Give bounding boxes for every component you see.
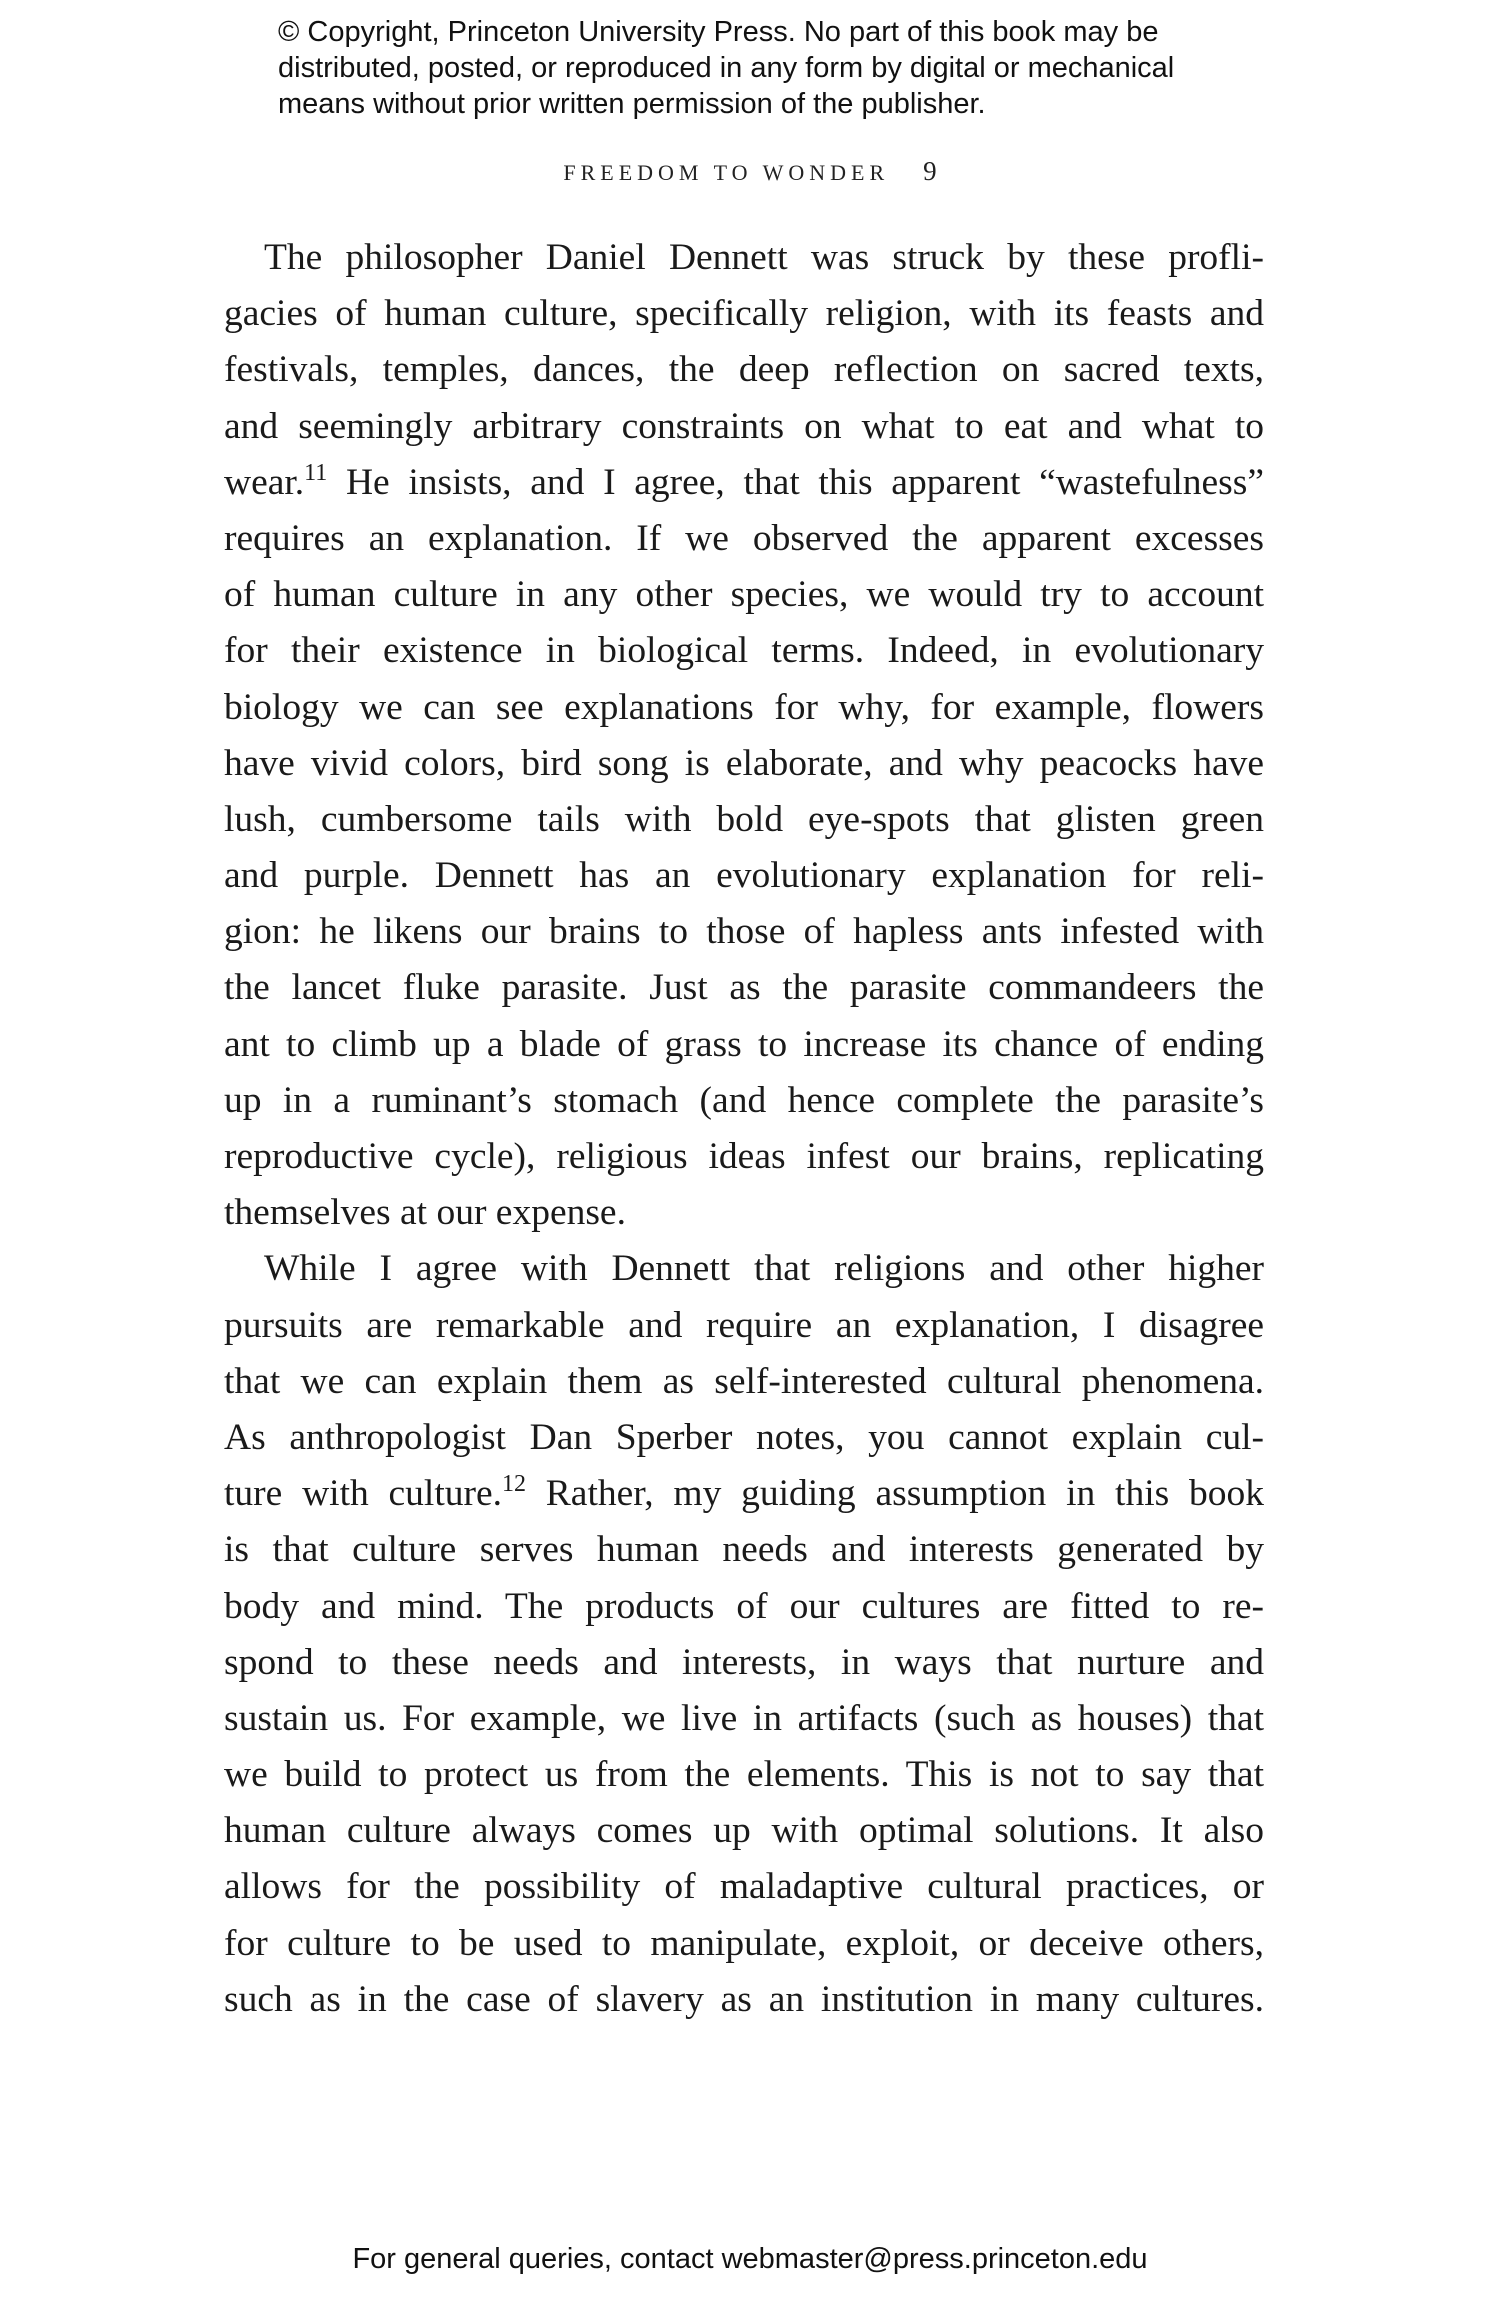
text-line: gion: he likens our brains to those of hapless ants infested with (224, 911, 1264, 953)
chapter-title: FREEDOM TO WONDER (563, 160, 890, 185)
paragraph (224, 1241, 1264, 2028)
text-line: for culture to be used to manipulate, exploit, or deceive others, (224, 1922, 1264, 1964)
body-text (224, 230, 1264, 2028)
text-line: lush, cumbersome tails with bold eye-spots that glisten green (224, 798, 1264, 840)
text-line: pursuits are remarkable and require an explanation, I disagree (224, 1304, 1264, 1346)
footnote-ref[interactable]: 12 (502, 1471, 527, 1498)
text-line: As anthropologist Dan Sperber notes, you cannot explain cul- (224, 1416, 1264, 1458)
text-line: While I agree with Dennett that religions and other higher (264, 1248, 1264, 1290)
text-line: The philosopher Daniel Dennett was struck by these profli- (264, 237, 1264, 278)
footer-contact: For general queries, contact webmaster@press.princeton.edu (352, 2243, 1148, 2275)
text-line: human culture always comes up with optimal solutions. It also (224, 1810, 1264, 1852)
text-line: we build to protect us from the elements. This is not to say that (224, 1754, 1264, 1796)
footnote-ref[interactable]: 11 (304, 459, 328, 486)
text-line: up in a ruminant’s stomach (and hence complete the parasite’s (224, 1079, 1264, 1121)
text-line: requires an explanation. If we observed the apparent excesses (224, 517, 1264, 559)
text-line: of human culture in any other species, we would try to account (224, 574, 1264, 616)
text-line: the lancet fluke parasite. Just as the parasite commandeers the (224, 967, 1264, 1009)
text-run: ture with culture. (224, 1473, 503, 1515)
text-line: body and mind. The products of our cultures are fitted to re- (224, 1585, 1264, 1627)
text-line: biology we can see explanations for why, for example, flowers (224, 686, 1264, 728)
text-line: and purple. Dennett has an evolutionary explanation for reli- (224, 855, 1264, 897)
text-line: reproductive cycle), religious ideas infest our brains, replicating (224, 1136, 1264, 1177)
text-line: for their existence in biological terms. Indeed, in evolutionary (224, 630, 1264, 672)
text-run: Rather, my guiding assumption in this book (526, 1473, 1264, 1515)
text-line: have vivid colors, bird song is elaborate, and why peacocks have (224, 742, 1264, 784)
paragraph (224, 230, 1264, 1241)
text-line: such as in the case of slavery as an institution in many cultures. (224, 1978, 1264, 2020)
text-line: ant to climb up a blade of grass to increase its chance of ending (224, 1023, 1264, 1065)
text-line: themselves at our expense. (224, 1192, 626, 1234)
text-line: sustain us. For example, we live in artifacts (such as houses) that (224, 1697, 1264, 1739)
text-run: He insists, and I agree, that this apparent “wastefulness” (327, 461, 1264, 503)
running-head (0, 156, 1500, 187)
copyright-line: distributed, posted, or reproduced in any form by digital or mechanical (278, 52, 1175, 84)
page-number: 9 (923, 156, 937, 186)
text-line: allows for the possibility of maladaptive cultural practices, or (224, 1866, 1264, 1908)
text-line: is that culture serves human needs and interests generated by (224, 1529, 1264, 1571)
text-line: and seemingly arbitrary constraints on what to eat and what to (224, 405, 1264, 447)
copyright-line: means without prior written permission of the publisher. (278, 88, 986, 120)
copyright-line: © Copyright, Princeton University Press. No part of this book may be (278, 16, 1159, 48)
text-line: spond to these needs and interests, in ways that nurture and (224, 1641, 1264, 1683)
text-line (224, 455, 1264, 511)
text-run: wear. (224, 461, 305, 503)
text-line: festivals, temples, dances, the deep reflection on sacred texts, (224, 349, 1264, 391)
text-line: that we can explain them as self-interested cultural phenomena. (224, 1360, 1264, 1402)
text-line: gacies of human culture, specifically religion, with its feasts and (224, 293, 1264, 335)
copyright-notice (278, 14, 1278, 122)
text-line (224, 1466, 1264, 1522)
